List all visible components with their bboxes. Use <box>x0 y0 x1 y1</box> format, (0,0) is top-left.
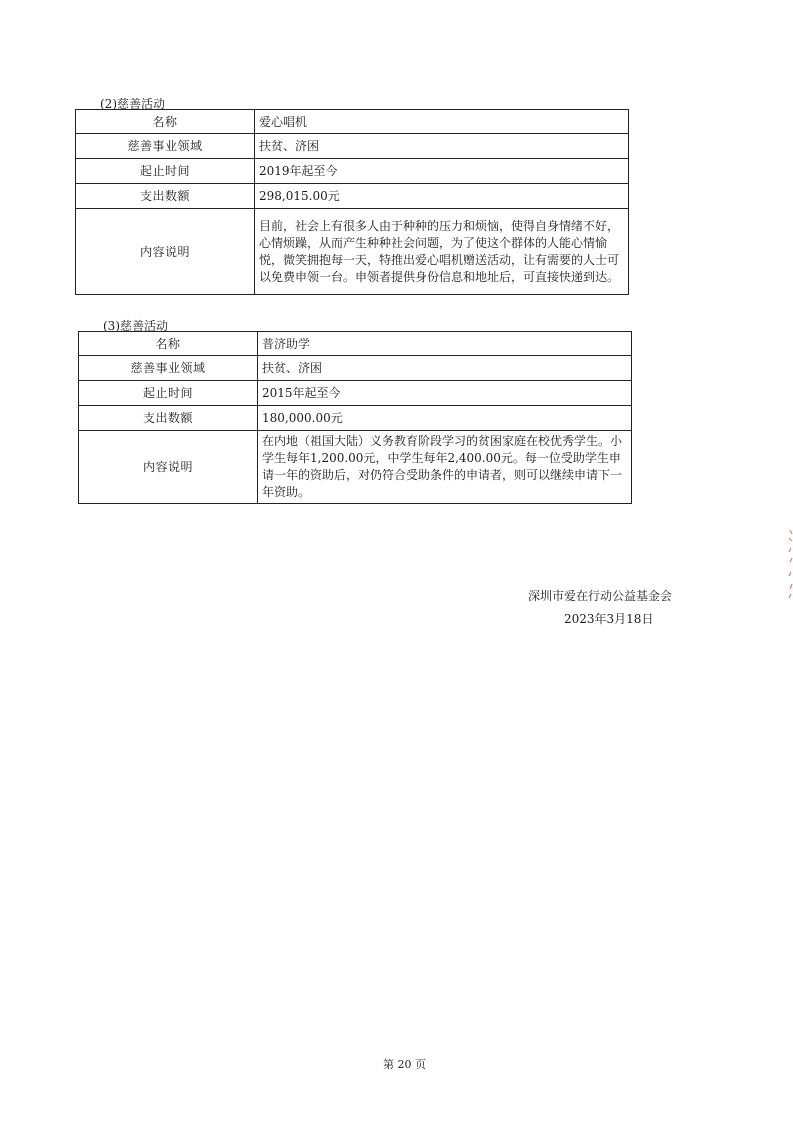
amount-label: 支出数额 <box>79 406 258 431</box>
description-label: 内容说明 <box>79 431 258 504</box>
period-value: 2019年起至今 <box>255 159 629 184</box>
period-value: 2015年起至今 <box>258 381 632 406</box>
organization-name: 深圳市爱在行动公益基金会 <box>528 589 673 603</box>
name-value: 普济助学 <box>258 332 632 356</box>
document-date: 2023年3月18日 <box>564 612 654 626</box>
table-row <box>79 406 632 431</box>
section-heading-3: (3)慈善活动 <box>103 319 168 333</box>
table-row <box>76 159 629 184</box>
table-row <box>79 381 632 406</box>
page-number: 第 20 页 <box>383 1058 426 1071</box>
activity-table-3 <box>78 331 632 504</box>
table-row <box>76 184 629 209</box>
amount-value: 180,000.00元 <box>258 406 632 431</box>
field-value: 扶贫、济困 <box>255 134 629 159</box>
field-label: 慈善事业领域 <box>76 134 255 159</box>
period-label: 起止时间 <box>76 159 255 184</box>
table-row <box>79 332 632 356</box>
activity-table-2 <box>75 109 629 295</box>
name-label: 名称 <box>79 332 258 356</box>
name-value: 爱心唱机 <box>255 110 629 134</box>
amount-label: 支出数额 <box>76 184 255 209</box>
seal-stamp-icon <box>785 528 793 600</box>
table-row <box>79 431 632 504</box>
amount-value: 298,015.00元 <box>255 184 629 209</box>
table-row <box>76 134 629 159</box>
description-value: 在内地（祖国大陆）义务教育阶段学习的贫困家庭在校优秀学生。小学生每年1,200.00元，中学生每年2,400.00元。每一位受助学生申请一年的资助后，对仍符合受助条件的申请者，则可以继续申请下一年资助。 <box>258 431 632 504</box>
field-value: 扶贫、济困 <box>258 356 632 381</box>
name-label: 名称 <box>76 110 255 134</box>
period-label: 起止时间 <box>79 381 258 406</box>
table-row <box>79 356 632 381</box>
description-label: 内容说明 <box>76 209 255 295</box>
table-row <box>76 209 629 295</box>
table-row <box>76 110 629 134</box>
description-value: 目前，社会上有很多人由于种种的压力和烦恼，使得自身情绪不好，心情烦躁，从而产生种种社会问题，为了使这个群体的人能心情愉悦，微笑拥抱每一天，特推出爱心唱机赠送活动，让有需要的人士可以免费申领一台。申领者提供身份信息和地址后，可直接快递到达。 <box>255 209 629 295</box>
section-heading-2: (2)慈善活动 <box>100 97 165 111</box>
field-label: 慈善事业领域 <box>79 356 258 381</box>
